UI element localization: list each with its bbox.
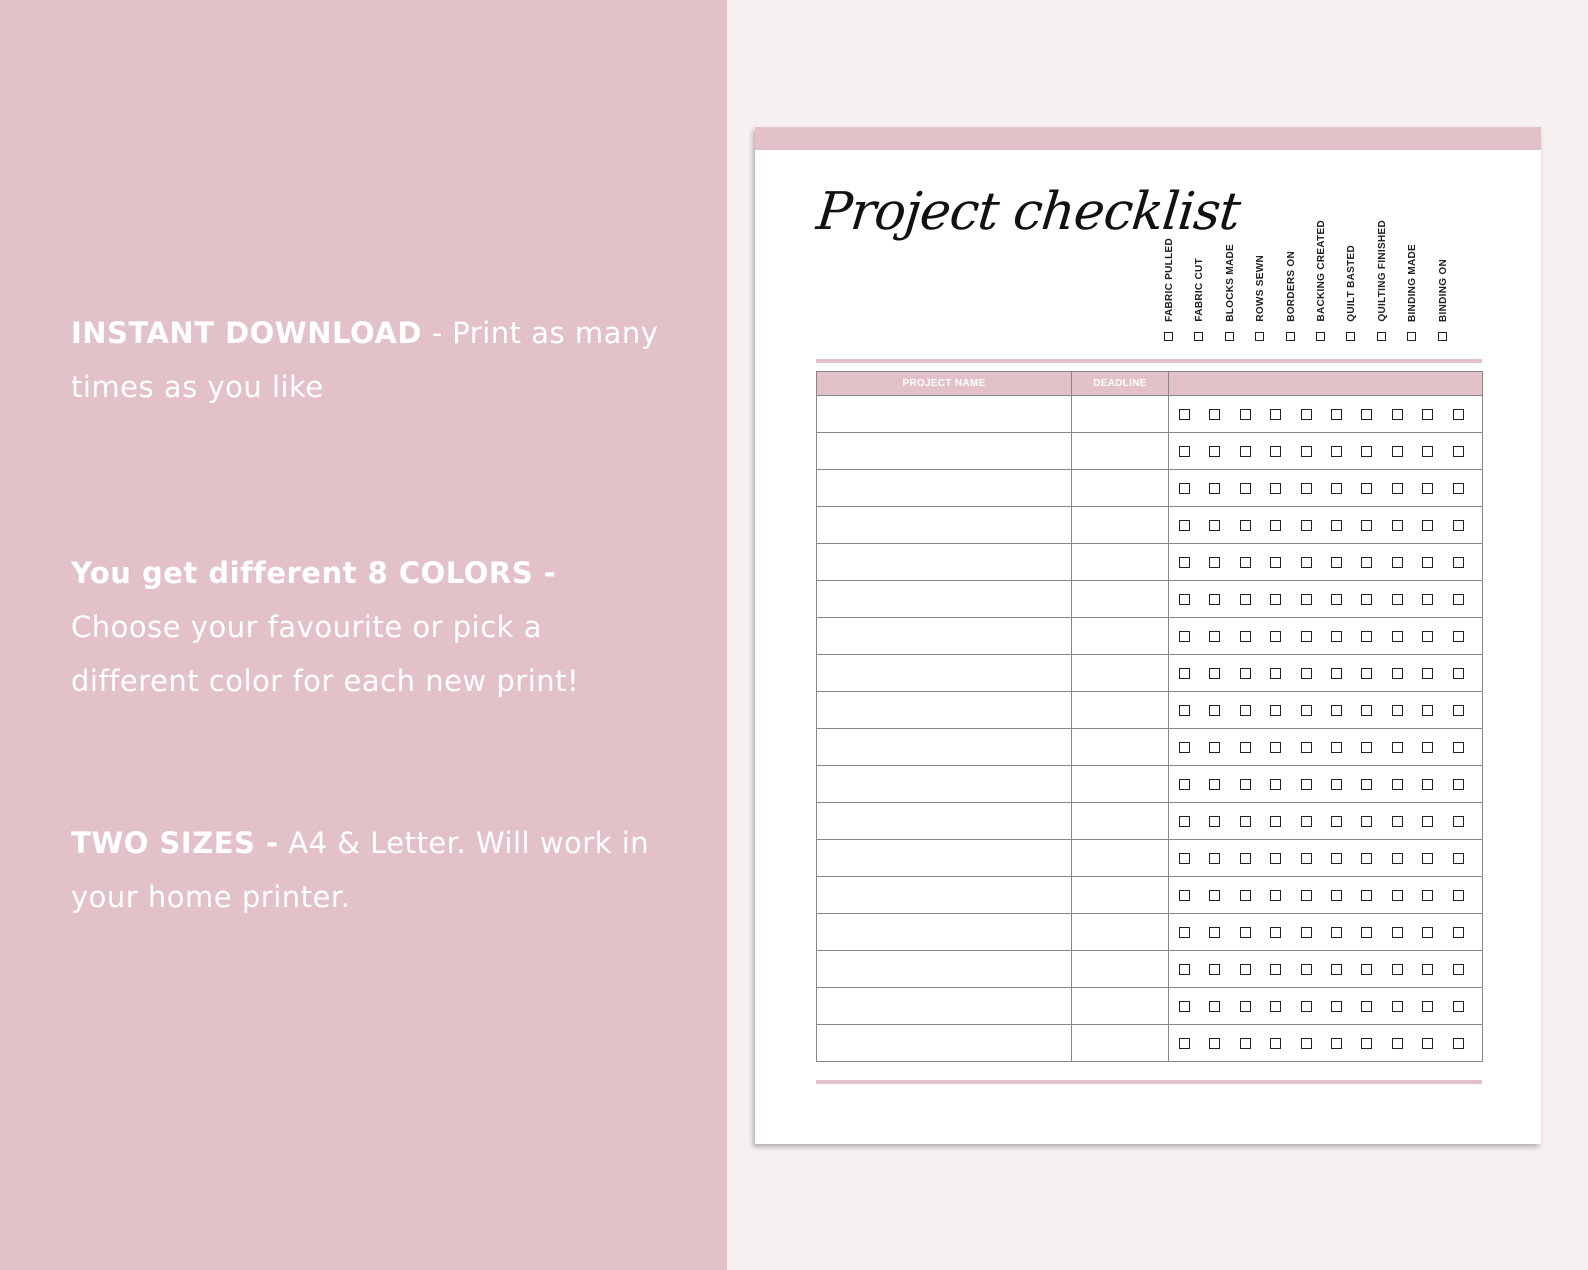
task-checkbox[interactable] [1209, 557, 1220, 568]
task-checkbox[interactable] [1453, 1038, 1464, 1049]
task-checkbox[interactable] [1301, 483, 1312, 494]
task-checkbox[interactable] [1422, 853, 1433, 864]
table-row [817, 840, 1483, 877]
task-checkbox[interactable] [1240, 409, 1251, 420]
table-row [817, 766, 1483, 803]
deadline-cell[interactable] [1072, 618, 1169, 655]
project-name-cell[interactable] [817, 581, 1072, 618]
heading-checkbox[interactable] [1438, 332, 1447, 341]
task-checkboxes-cell [1169, 1025, 1483, 1062]
task-checkbox[interactable] [1361, 520, 1372, 531]
task-checkbox[interactable] [1453, 779, 1464, 790]
task-checkbox[interactable] [1453, 705, 1464, 716]
deadline-cell[interactable] [1072, 544, 1169, 581]
task-checkbox[interactable] [1240, 446, 1251, 457]
task-checkbox[interactable] [1422, 890, 1433, 901]
column-heading-label: BINDING ON [1437, 259, 1449, 322]
heading-checkbox[interactable] [1286, 332, 1295, 341]
column-heading [1185, 207, 1215, 347]
task-checkbox[interactable] [1209, 631, 1220, 642]
heading-checkbox[interactable] [1225, 332, 1234, 341]
project-name-cell[interactable] [817, 840, 1072, 877]
task-checkbox[interactable] [1240, 964, 1251, 975]
task-checkbox[interactable] [1392, 557, 1403, 568]
column-heading [1155, 207, 1185, 347]
heading-checkbox[interactable] [1255, 332, 1264, 341]
task-checkbox[interactable] [1270, 816, 1281, 827]
task-checkbox[interactable] [1179, 927, 1190, 938]
task-checkbox[interactable] [1179, 668, 1190, 679]
project-name-cell[interactable] [817, 766, 1072, 803]
task-checkbox[interactable] [1392, 742, 1403, 753]
task-checkbox[interactable] [1331, 964, 1342, 975]
table-row [817, 803, 1483, 840]
project-name-cell[interactable] [817, 914, 1072, 951]
feature-instant-download: INSTANT DOWNLOAD - Print as many times as you like [71, 316, 659, 404]
column-heading [1216, 207, 1246, 347]
task-checkbox[interactable] [1270, 779, 1281, 790]
project-name-cell[interactable] [817, 729, 1072, 766]
task-checkboxes-cell [1169, 766, 1483, 803]
deadline-cell[interactable] [1072, 1025, 1169, 1062]
table-row [817, 877, 1483, 914]
table-row [817, 1025, 1483, 1062]
table-row [817, 655, 1483, 692]
project-name-cell[interactable] [817, 507, 1072, 544]
task-checkbox[interactable] [1392, 446, 1403, 457]
task-checkbox[interactable] [1422, 1001, 1433, 1012]
task-checkbox[interactable] [1361, 668, 1372, 679]
task-checkbox[interactable] [1361, 927, 1372, 938]
deadline-cell[interactable] [1072, 877, 1169, 914]
task-checkbox[interactable] [1392, 1038, 1403, 1049]
task-checkboxes-cell [1169, 988, 1483, 1025]
table-row [817, 914, 1483, 951]
task-checkbox[interactable] [1240, 927, 1251, 938]
deadline-cell[interactable] [1072, 729, 1169, 766]
task-checkbox[interactable] [1240, 557, 1251, 568]
deadline-cell[interactable] [1072, 951, 1169, 988]
task-checkbox[interactable] [1270, 594, 1281, 605]
task-checkbox[interactable] [1301, 927, 1312, 938]
task-checkboxes-cell [1169, 544, 1483, 581]
task-checkbox[interactable] [1209, 668, 1220, 679]
task-checkbox[interactable] [1301, 594, 1312, 605]
task-checkbox[interactable] [1179, 520, 1190, 531]
task-checkbox[interactable] [1392, 1001, 1403, 1012]
task-checkbox[interactable] [1392, 520, 1403, 531]
task-checkbox[interactable] [1209, 446, 1220, 457]
project-name-cell[interactable] [817, 470, 1072, 507]
task-checkboxes-cell [1169, 840, 1483, 877]
heading-checkbox[interactable] [1346, 332, 1355, 341]
column-heading-label: BACKING CREATED [1316, 220, 1327, 322]
heading-checkbox[interactable] [1316, 332, 1325, 341]
task-checkbox[interactable] [1270, 668, 1281, 679]
project-name-cell[interactable] [817, 396, 1072, 433]
task-checkbox[interactable] [1422, 668, 1433, 679]
task-checkbox[interactable] [1331, 890, 1342, 901]
task-checkbox[interactable] [1453, 483, 1464, 494]
task-checkbox[interactable] [1179, 890, 1190, 901]
task-checkbox[interactable] [1209, 594, 1220, 605]
task-checkbox[interactable] [1240, 594, 1251, 605]
deadline-cell[interactable] [1072, 803, 1169, 840]
task-checkbox[interactable] [1331, 1038, 1342, 1049]
task-checkbox[interactable] [1270, 890, 1281, 901]
task-checkbox[interactable] [1301, 446, 1312, 457]
task-checkbox[interactable] [1422, 483, 1433, 494]
column-heading [1277, 207, 1307, 347]
task-checkbox[interactable] [1240, 631, 1251, 642]
task-checkbox[interactable] [1453, 520, 1464, 531]
task-checkbox[interactable] [1331, 631, 1342, 642]
task-checkbox[interactable] [1361, 779, 1372, 790]
task-checkbox[interactable] [1361, 1001, 1372, 1012]
task-checkbox[interactable] [1301, 1038, 1312, 1049]
column-heading-label: ROWS SEWN [1255, 255, 1267, 322]
task-checkboxes-cell [1169, 729, 1483, 766]
task-checkbox[interactable] [1179, 853, 1190, 864]
column-heading-label: FABRIC PULLED [1164, 238, 1175, 322]
task-checkbox[interactable] [1301, 520, 1312, 531]
task-checkbox[interactable] [1331, 409, 1342, 420]
header-deadline: DEADLINE [1072, 372, 1169, 396]
project-name-cell[interactable] [817, 544, 1072, 581]
task-checkbox[interactable] [1453, 594, 1464, 605]
task-checkbox[interactable] [1240, 483, 1251, 494]
task-checkbox[interactable] [1331, 668, 1342, 679]
task-checkbox[interactable] [1270, 964, 1281, 975]
task-checkbox[interactable] [1331, 1001, 1342, 1012]
task-checkbox[interactable] [1422, 631, 1433, 642]
task-checkboxes-cell [1169, 507, 1483, 544]
task-checkboxes-cell [1169, 433, 1483, 470]
task-checkbox[interactable] [1209, 927, 1220, 938]
task-checkbox[interactable] [1392, 705, 1403, 716]
task-checkbox[interactable] [1301, 890, 1312, 901]
checklist-table [816, 371, 1483, 1062]
task-checkbox[interactable] [1209, 409, 1220, 420]
task-checkbox[interactable] [1270, 409, 1281, 420]
heading-checkbox[interactable] [1194, 332, 1203, 341]
project-name-cell[interactable] [817, 951, 1072, 988]
task-checkbox[interactable] [1209, 890, 1220, 901]
task-checkbox[interactable] [1453, 890, 1464, 901]
task-checkbox[interactable] [1240, 705, 1251, 716]
deadline-cell[interactable] [1072, 840, 1169, 877]
task-checkboxes-cell [1169, 470, 1483, 507]
task-checkbox[interactable] [1422, 1038, 1433, 1049]
task-checkbox[interactable] [1392, 890, 1403, 901]
task-checkbox[interactable] [1392, 594, 1403, 605]
task-checkboxes-cell [1169, 655, 1483, 692]
task-checkbox[interactable] [1361, 742, 1372, 753]
task-checkbox[interactable] [1209, 520, 1220, 531]
task-checkbox[interactable] [1209, 742, 1220, 753]
heading-checkbox[interactable] [1377, 332, 1386, 341]
column-heading [1429, 207, 1459, 347]
column-heading-label: BINDING MADE [1407, 243, 1419, 322]
task-checkbox[interactable] [1361, 446, 1372, 457]
feature-sizes: TWO SIZES - A4 & Letter. Will work in your home printer. [71, 826, 650, 914]
header-tasks [1169, 372, 1483, 396]
task-checkbox[interactable] [1301, 742, 1312, 753]
task-checkbox[interactable] [1301, 705, 1312, 716]
task-checkbox[interactable] [1179, 594, 1190, 605]
sheet-title: Project checklist [813, 182, 1243, 242]
task-checkbox[interactable] [1331, 853, 1342, 864]
column-heading-label: FABRIC CUT [1194, 258, 1206, 322]
deadline-cell[interactable] [1072, 396, 1169, 433]
task-checkbox[interactable] [1209, 483, 1220, 494]
task-checkbox[interactable] [1240, 1001, 1251, 1012]
task-checkbox[interactable] [1453, 631, 1464, 642]
task-checkbox[interactable] [1179, 483, 1190, 494]
task-checkbox[interactable] [1392, 668, 1403, 679]
table-row [817, 396, 1483, 433]
task-checkbox[interactable] [1301, 668, 1312, 679]
task-checkbox[interactable] [1179, 742, 1190, 753]
task-checkbox[interactable] [1270, 742, 1281, 753]
task-checkbox[interactable] [1392, 816, 1403, 827]
task-checkbox[interactable] [1392, 409, 1403, 420]
task-checkbox[interactable] [1392, 927, 1403, 938]
task-checkbox[interactable] [1179, 705, 1190, 716]
task-checkbox[interactable] [1422, 779, 1433, 790]
project-name-cell[interactable] [817, 803, 1072, 840]
table-row [817, 544, 1483, 581]
task-checkbox[interactable] [1422, 964, 1433, 975]
heading-checkbox[interactable] [1407, 332, 1416, 341]
column-heading-label: QUILTING FINISHED [1376, 220, 1388, 322]
task-checkbox[interactable] [1331, 520, 1342, 531]
task-checkbox[interactable] [1453, 446, 1464, 457]
task-checkbox[interactable] [1179, 1001, 1190, 1012]
task-checkboxes-cell [1169, 396, 1483, 433]
task-checkbox[interactable] [1361, 964, 1372, 975]
project-name-cell[interactable] [817, 655, 1072, 692]
task-checkbox[interactable] [1270, 631, 1281, 642]
task-checkbox[interactable] [1422, 927, 1433, 938]
project-name-cell[interactable] [817, 877, 1072, 914]
task-checkbox[interactable] [1209, 964, 1220, 975]
task-checkbox[interactable] [1301, 631, 1312, 642]
table-header-row [817, 372, 1483, 396]
column-heading-label: QUILT BASTED [1346, 245, 1358, 322]
task-checkboxes-cell [1169, 803, 1483, 840]
task-checkboxes-cell [1169, 914, 1483, 951]
task-checkbox[interactable] [1240, 853, 1251, 864]
task-checkbox[interactable] [1179, 446, 1190, 457]
task-checkbox[interactable] [1361, 705, 1372, 716]
bottom-divider [816, 1080, 1482, 1084]
task-checkbox[interactable] [1392, 631, 1403, 642]
column-heading [1368, 207, 1398, 347]
task-checkbox[interactable] [1361, 631, 1372, 642]
deadline-cell[interactable] [1072, 655, 1169, 692]
deadline-cell[interactable] [1072, 914, 1169, 951]
task-checkbox[interactable] [1301, 779, 1312, 790]
checklist-sheet [755, 127, 1541, 1144]
task-checkboxes-cell [1169, 581, 1483, 618]
column-heading-label: BORDERS ON [1285, 251, 1297, 322]
top-divider [816, 359, 1482, 363]
task-checkbox[interactable] [1270, 1001, 1281, 1012]
task-checkbox[interactable] [1361, 890, 1372, 901]
column-heading [1398, 207, 1428, 347]
task-checkbox[interactable] [1422, 816, 1433, 827]
table-row [817, 618, 1483, 655]
deadline-cell[interactable] [1072, 692, 1169, 729]
task-checkbox[interactable] [1240, 668, 1251, 679]
task-checkbox[interactable] [1422, 409, 1433, 420]
task-checkbox[interactable] [1331, 483, 1342, 494]
task-checkbox[interactable] [1331, 927, 1342, 938]
task-checkbox[interactable] [1240, 779, 1251, 790]
task-checkbox[interactable] [1209, 705, 1220, 716]
task-checkbox[interactable] [1301, 964, 1312, 975]
task-checkbox[interactable] [1270, 483, 1281, 494]
task-checkbox[interactable] [1422, 594, 1433, 605]
task-checkbox[interactable] [1179, 1038, 1190, 1049]
task-checkbox[interactable] [1179, 816, 1190, 827]
task-checkbox[interactable] [1392, 853, 1403, 864]
task-checkbox[interactable] [1392, 483, 1403, 494]
task-checkbox[interactable] [1453, 668, 1464, 679]
task-checkbox[interactable] [1392, 779, 1403, 790]
task-checkbox[interactable] [1331, 816, 1342, 827]
task-checkbox[interactable] [1240, 816, 1251, 827]
task-checkbox[interactable] [1453, 557, 1464, 568]
task-checkbox[interactable] [1209, 816, 1220, 827]
task-checkbox[interactable] [1270, 853, 1281, 864]
column-heading [1246, 207, 1276, 347]
task-checkbox[interactable] [1179, 631, 1190, 642]
task-checkbox[interactable] [1453, 409, 1464, 420]
deadline-cell[interactable] [1072, 988, 1169, 1025]
table-row [817, 692, 1483, 729]
task-checkbox[interactable] [1361, 409, 1372, 420]
task-checkbox[interactable] [1361, 1038, 1372, 1049]
table-row [817, 951, 1483, 988]
task-checkbox[interactable] [1270, 446, 1281, 457]
task-checkbox[interactable] [1331, 594, 1342, 605]
task-checkboxes-cell [1169, 692, 1483, 729]
task-checkbox[interactable] [1179, 964, 1190, 975]
task-checkbox[interactable] [1392, 964, 1403, 975]
left-info-panel [0, 0, 727, 1270]
task-checkbox[interactable] [1453, 816, 1464, 827]
task-checkbox[interactable] [1331, 557, 1342, 568]
table-row [817, 470, 1483, 507]
task-checkbox[interactable] [1422, 705, 1433, 716]
task-checkbox[interactable] [1270, 705, 1281, 716]
task-checkbox[interactable] [1179, 557, 1190, 568]
table-row [817, 581, 1483, 618]
task-checkbox[interactable] [1301, 1001, 1312, 1012]
task-checkbox[interactable] [1240, 1038, 1251, 1049]
deadline-cell[interactable] [1072, 581, 1169, 618]
project-name-cell[interactable] [817, 1025, 1072, 1062]
task-checkbox[interactable] [1422, 446, 1433, 457]
project-name-cell[interactable] [817, 692, 1072, 729]
task-checkbox[interactable] [1301, 853, 1312, 864]
task-checkbox[interactable] [1331, 446, 1342, 457]
deadline-cell[interactable] [1072, 433, 1169, 470]
task-checkbox[interactable] [1179, 409, 1190, 420]
task-checkbox[interactable] [1209, 779, 1220, 790]
task-checkbox[interactable] [1361, 853, 1372, 864]
heading-checkbox[interactable] [1164, 332, 1173, 341]
column-heading [1337, 207, 1367, 347]
task-checkbox[interactable] [1301, 816, 1312, 827]
sheet-top-band [755, 127, 1541, 150]
deadline-cell[interactable] [1072, 470, 1169, 507]
task-checkbox[interactable] [1453, 742, 1464, 753]
task-checkbox[interactable] [1331, 742, 1342, 753]
column-heading [1307, 207, 1337, 347]
table-row [817, 507, 1483, 544]
task-checkbox[interactable] [1270, 520, 1281, 531]
task-checkbox[interactable] [1422, 742, 1433, 753]
task-checkbox[interactable] [1301, 557, 1312, 568]
project-name-cell[interactable] [817, 433, 1072, 470]
project-name-cell[interactable] [817, 618, 1072, 655]
task-checkbox[interactable] [1422, 520, 1433, 531]
deadline-cell[interactable] [1072, 507, 1169, 544]
deadline-cell[interactable] [1072, 766, 1169, 803]
task-checkbox[interactable] [1240, 520, 1251, 531]
task-checkbox[interactable] [1453, 1001, 1464, 1012]
task-checkboxes-cell [1169, 951, 1483, 988]
task-checkbox[interactable] [1270, 557, 1281, 568]
task-checkbox[interactable] [1453, 927, 1464, 938]
column-heading-label: BLOCKS MADE [1224, 244, 1236, 322]
task-checkbox[interactable] [1361, 557, 1372, 568]
task-checkbox[interactable] [1240, 890, 1251, 901]
project-name-cell[interactable] [817, 988, 1072, 1025]
feature-colors: You get different 8 COLORS - Choose your favourite or pick a different color for each new print! [71, 556, 580, 698]
task-checkbox[interactable] [1270, 1038, 1281, 1049]
task-checkbox[interactable] [1361, 594, 1372, 605]
task-checkbox[interactable] [1422, 557, 1433, 568]
task-checkbox[interactable] [1209, 1001, 1220, 1012]
task-checkbox[interactable] [1209, 853, 1220, 864]
task-checkbox[interactable] [1361, 483, 1372, 494]
task-checkboxes-cell [1169, 877, 1483, 914]
table-row [817, 988, 1483, 1025]
header-project-name: PROJECT NAME [817, 372, 1072, 396]
task-checkbox[interactable] [1240, 742, 1251, 753]
task-checkbox[interactable] [1331, 779, 1342, 790]
task-checkboxes-cell [1169, 618, 1483, 655]
task-checkbox[interactable] [1361, 816, 1372, 827]
task-checkbox[interactable] [1179, 779, 1190, 790]
table-row [817, 433, 1483, 470]
task-checkbox[interactable] [1301, 409, 1312, 420]
task-checkbox[interactable] [1453, 964, 1464, 975]
task-checkbox[interactable] [1331, 705, 1342, 716]
task-checkbox[interactable] [1453, 853, 1464, 864]
task-checkbox[interactable] [1209, 1038, 1220, 1049]
table-row [817, 729, 1483, 766]
task-checkbox[interactable] [1270, 927, 1281, 938]
